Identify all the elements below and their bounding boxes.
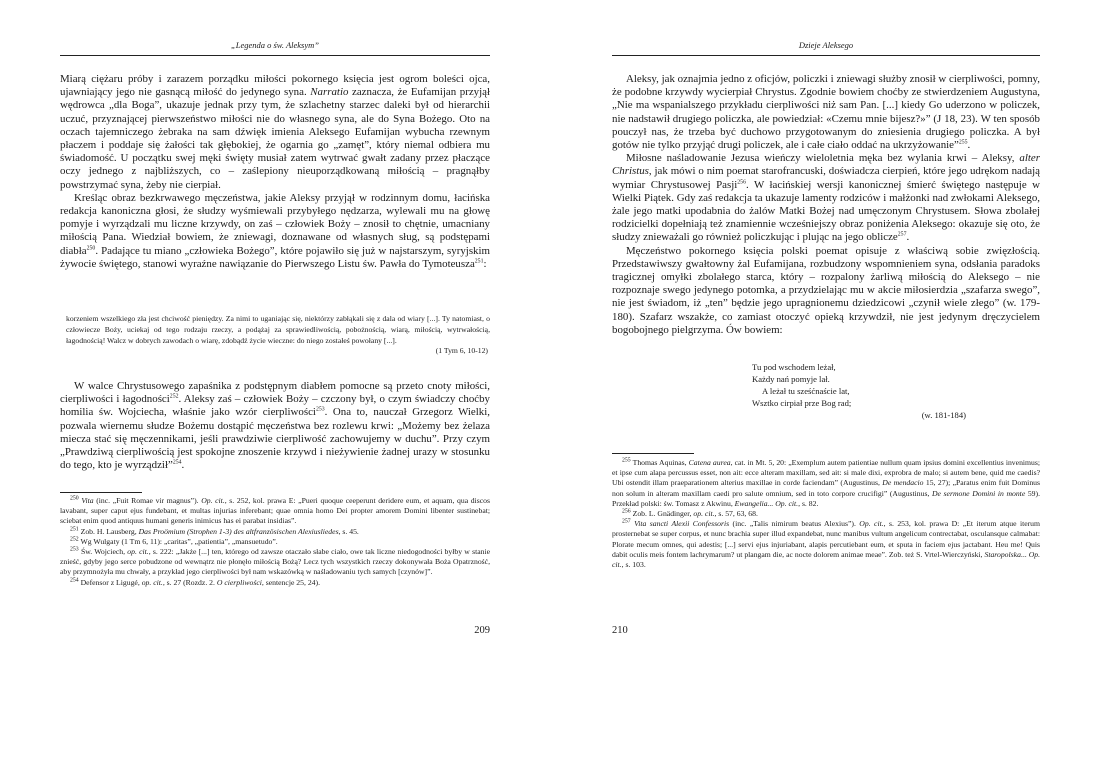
right-footnotes: [612, 458, 1040, 570]
footnote-ref-256[interactable]: 256: [737, 179, 746, 185]
left-paragraph-2: Kreśląc obraz bezkrwawego męczeństwa, jakie Aleksy przyjął w rodzinnym domu, łacińska redakcja kanoniczna głosi, że słudzy wyśmiewali przybyłego nędzarza, wylewali mu na głowę pomyje i wyrządzali mu liczne krzywdy, on zaś – człowiek Boży – znosił to chętnie, umacniany miłością Pana. Wiedział bowiem, że zniewagi, doznawane od własnych sług, są podstępami diabła$^{250}$. Padające tu miano „człowieka Bożego”, które pojawiło się już w najstarszym, syryjskim żywocie świętego, stanowi wyraźne nawiązanie do Pierwszego Listu św. Pawła do Tymoteusza$^{251}$:: [60, 191, 490, 270]
right-paragraph-1: Aleksy, jak oznajmia jedno z oficjów, policzki i zniewagi służby znosił w cierpliwości, pomny, że podobne krzywdy wycierpiał Chrystus. Zgodnie bowiem choćby ze stwierdzeniem Augustyna, „Nie ma wspanialszego przykładu cierpliwości niż sam Pan. [...] kiedy Go uderzono w policzek, nie nadstawił drugiego policzka, ale powiedział: «Czemu mnie bijesz?»” (J 18, 23). W ten sposób pouczył nas, że trzeba być duchowo przygotowanym do zniesienia drugiego policzka. A był gotów nie tylko przyjąć drugi policzek, ale i całe ciało oddać na ukrzyżowanie”$^{255}$.: [612, 73, 1040, 152]
footnote-ref-252[interactable]: 252: [169, 393, 179, 400]
footnote-ref-254[interactable]: 254: [172, 459, 182, 466]
footnote-257: $^{257}$ Vita sancti Alexii Confessoris (inc. „Talis nimirum beatus Alexius”). Op. cit., s. 253, kol. prawa D: „Et iterum atque iterum prosternebat se super corpus, et nunc brachia super illud expandebat, nunc manibus vultum angelicum contrectabat, osculansque calmabat: Plorate mecum omnes, qui adestis; [...] servi ejus injuriabant, alapis percutiebant eum, et sputa in faciem ejus jactabant. Heu me! Quis dabit oculis meis fontem lachrymarum? ut plangam die, ac nocte dolorem animae meae”. Zob. też S. Vrtel-Wierczyński, Staropolska... Op. cit., s. 103.: [612, 518, 1040, 570]
verse-line: Wsztko cirpiał prze Bog rad;: [752, 398, 852, 408]
right-head-rule: [612, 55, 1040, 56]
block-quote: korzeniem wszelkiego zła jest chciwość pieniędzy. Za nimi to uganiając się, niektórzy zabłąkali się z dala od wiary [...]. Ty natomiast, o człowiecze Boży, uciekaj od tego rodzaju rzeczy, a podążaj za sprawiedliwością, pobożnością, wiarą, miłością, wytrwałością, łagodnością! Walcz w dobrych zawodach o wiarę, zdobądź życie wieczne: do niego zostałeś powołany [...]. (1 Tym 6, 10-12): [66, 314, 490, 356]
left-paragraph-3: W walce Chrystusowego zapaśnika z podstępnym diabłem pomocne są przeto cnoty miłości, cierpliwości i łagodności$^{252}$. Aleksy zaś – człowiek Boży – czczony był, o czym świadczy choćby homilia św. Wojciecha, właśnie jako wzór cierpliwości$^{253}$. Ona to, nauczał Grzegorz Wielki, pozwala wiernemu słudze Bożemu dostąpić męczeństwa bez rozlewu krwi: „Możemy bez żelaza miecza stać się męczennikami, jeśli prawdziwie cierpliwość zachowujemy w duchu”. Przy czym „Prawdziwą cierpliwością jest spokojne znoszenie krzywd i nieżywienie żadnej urazy w stosunku do tego, kto je wyrządził”$^{254}$.: [60, 380, 490, 472]
footnote-250: $^{250}$ Vita (inc. „Fuit Romae vir magnus”). Op. cit., s. 252, kol. prawa E: „Pueri quoque ceeperunt deridere eum, et aquam, qua discos lavabant, super caput ejus fundebant, et multas injurias inferebant; quae omnia homo Dei propter amorem Domini libenter sustinebat; sciebat enim quod antiquus humani generis inimicus has ei parabat insidias”.: [60, 495, 490, 526]
right-body-text: [612, 73, 1040, 337]
left-page-number: 209: [474, 625, 490, 636]
right-paragraph-3: Męczeństwo pokornego księcia polski poemat opisuje z właściwą sobie zwięzłością. Przedstawiwszy gwałtowny żal Eufamijana, rozbudzony wspomnieniem syna, odsłania paradoks tragicznej omyłki zbolałego starca, który – rozpalony żarliwą miłością do Aleksego – nie rozpoznaje swego jedynego potomka, a przydzielając mu w akcie miłosierdzia „szafarza swego”, nie jest świadom, iż „ten” będzie jego upragnionemu dziedzicowi „czynił wiele złego” (w. 179-180). Szafarz wszakże, co zamiast otoczyć opieką krzywdził, nie jest jedynym dręczycielem bogobojnego pielgrzyma. Ów bowiem:: [612, 244, 1040, 336]
footnote-256: $^{256}$ Zob. L. Gnädinger, op. cit., s. 57, 63, 68.: [622, 508, 758, 519]
verse-reference: (w. 181-184): [921, 410, 966, 420]
left-head-rule: [60, 55, 490, 56]
footnote-255: $^{255}$ Thomas Aquinas, Catena aurea, cat. in Mt. 5, 20: „Exemplum autem patientiae nullum quam ipsius domini excellentius invenimus; et ipse cum alapa percussus esset, non ait: ecce alteram maxillam, sed ait: si male dixi, exprobra de malo; si autem bene, quid me caedis? Ubi ostendit illam praeparationem alterius maxillae in corde faciendam” (Augustinus, De mendacio 15, 27); „Paratus enim fuit Dominus non solum in alteram maxillam caedi pro salute omnium, sed in toto corpore crucifigi” (Augustinus, De sermone Domini in monte 59). Przekład polski: św. Tomasz z Akwinu, Ewangelia... Op. cit., s. 82.: [612, 457, 1040, 508]
left-page: [60, 0, 490, 777]
verse-line: A leżał tu sześćnaście lat,: [762, 386, 850, 396]
right-running-head: Dzieje Aleksego: [798, 40, 854, 50]
left-paragraph-1: Miarą ciężaru próby i zarazem porządku miłości pokornego księcia jest ogrom boleści ojca, ujawniający jego nie gasnącą miłość do jedynego syna. Narratio zaznacza, że Eufamijan przyjął wędrowca „dla Boga”, ukazuje jednak przy tym, że szlachetny starzec daleki był od hierarchii uczuć, przyznającej pierwszeństwo miłości nie do własnego syna, ale do Syna Bożego. Oto na oczach tajemniczego żebraka na sam dźwięk imienia Aleksego Eufamijan wybucha rzewnym płaczem i poddaje się żałości tak głębokiej, że ogarnia go „zamęt”, który niemal odbiera mu świadomość. U początku swej męki święty musiał zatem wytrwać gwałt zadany przez płaczące oczy jednego z najbliższych, co – zaślepiony nieuporządkowaną miłością – pragnąłby powstrzymać syna, żeby nie cierpiał.: [60, 73, 490, 191]
right-page: [612, 0, 1040, 777]
left-footnote-rule: [60, 492, 142, 493]
footnote-ref-257[interactable]: 257: [897, 231, 907, 238]
footnote-ref-253[interactable]: 253: [315, 406, 325, 413]
left-body-text-2: [60, 380, 490, 472]
footnote-253: $^{253}$ Św. Wojciech, op. cit., s. 222: „Jakże [...] ten, którego od zawsze otaczało słabe ciało, owe tak liczne niedogodności byłby w stanie znieść, gdyby jego serce pobudzone od wewnątrz nie płonęło miłością Bożą? Lecz tych wszystkich rzeczy dokonywała Boża Opatrzność, aby przymnożyła mu chwały, a przykład jego cierpliwości był nam wskazówką w naśladowaniu tych samych [czynów]”.: [60, 546, 490, 577]
right-page-number: 210: [612, 625, 628, 636]
verse-line: Każdy nań pomyje lał.: [752, 374, 830, 384]
left-body-text: [60, 73, 490, 271]
footnote-254: $^{254}$ Defensor z Ligugé, op. cit., s. 27 (Rozdz. 2. O cierpliwości, sentencje 25, 24).: [70, 577, 320, 587]
footnote-ref-250[interactable]: 250: [86, 245, 96, 252]
right-paragraph-2: Miłosne naśladowanie Jezusa wieńczy wieloletnia męka bez wylania krwi – Aleksy, alter Christus, jak mówi o nim poemat starofrancuski, doświadcza cierpień, które jego udrękom nadają wymiar Chrystusowej Pasji$^{256}$. W łacińskiej wersji kanonicznej śmierć świętego następuje w Wielki Piątek. Gdy zaś redakcja ta ukazuje lamenty rodziców i małżonki nad zwłokami Aleksego, żale jego matki upodabnia do żalów Matki Bożej nad umęczonym Chrystusem. Słowa zbolałej rodzicielki dopełniają też znamiennie wcześniejszy obraz poniżenia Aleksego: okazuje się oto, że słudzy znieważali go również policzkując i plując na jego oblicze$^{257}$.: [612, 152, 1040, 244]
left-footnotes: [60, 496, 490, 588]
footnote-251: $^{251}$ Zob. H. Lausberg, Das Proömium (Strophen 1-3) des altfranzösischen Alexiusliedes, s. 45.: [70, 526, 359, 536]
footnote-ref-251[interactable]: 251: [474, 258, 484, 265]
verse-line: Tu pod wschodem leżał,: [752, 362, 836, 372]
verse-quote: [752, 361, 972, 421]
right-footnote-rule: [612, 453, 694, 454]
footnote-252: $^{252}$ Wg Wulgaty (1 Tm 6, 11): „caritas”, „patientia”, „mansuetudo”.: [70, 536, 278, 546]
left-running-head: „Legenda o św. Aleksym”: [231, 40, 319, 50]
quote-reference: (1 Tym 6, 10-12): [435, 346, 488, 356]
footnote-ref-255[interactable]: 255: [958, 139, 968, 146]
